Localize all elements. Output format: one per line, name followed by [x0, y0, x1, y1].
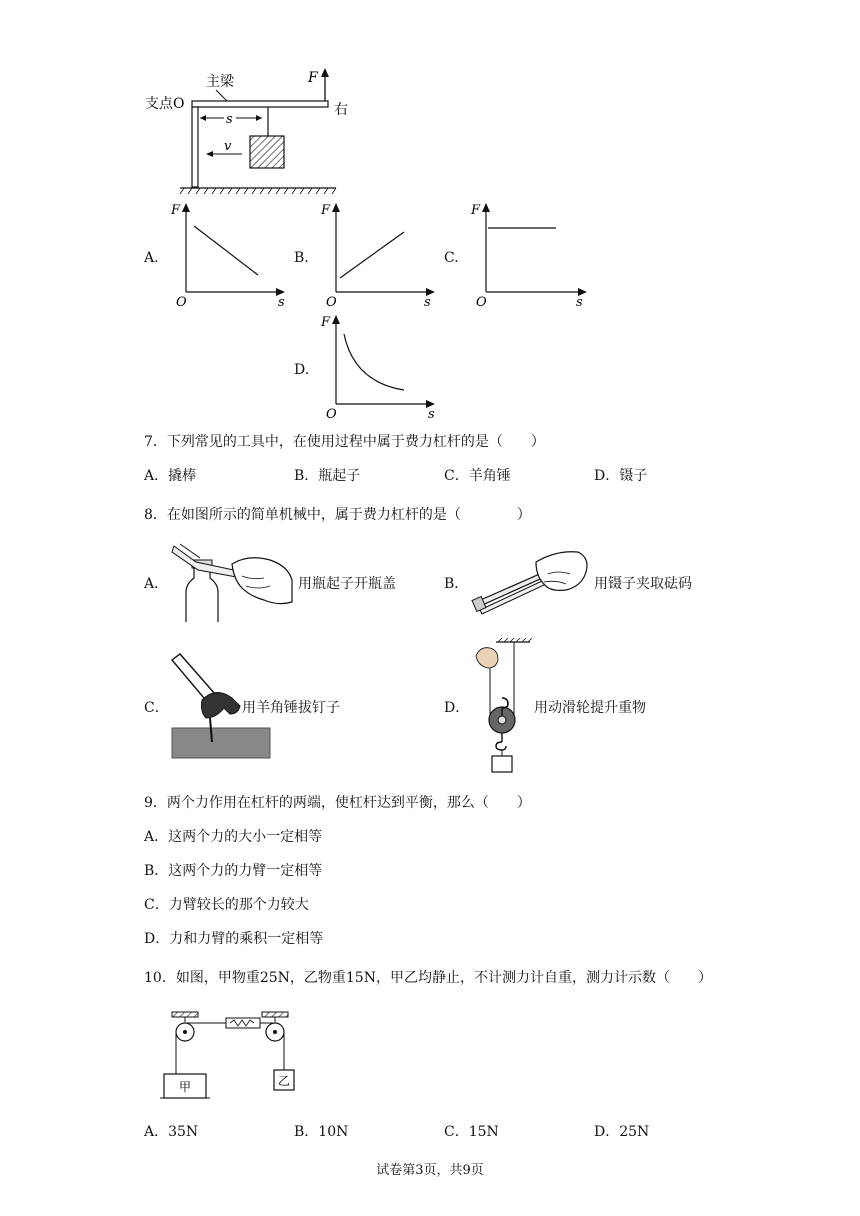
- graph-c[interactable]: [468, 200, 593, 310]
- option-d-letter[interactable]: D.: [294, 362, 310, 378]
- distance-label: s: [226, 112, 233, 127]
- q9-option-c[interactable]: C．力臂较长的那个力较大: [144, 897, 309, 913]
- origin-label: O: [326, 407, 337, 422]
- q8-option-d-letter[interactable]: D．: [444, 700, 470, 716]
- x-axis-label: s: [576, 295, 583, 310]
- tweezers-illustration: [466, 544, 590, 616]
- inverse-curve: [344, 334, 404, 390]
- force-label: F: [308, 70, 318, 86]
- option-c-letter[interactable]: C.: [444, 250, 459, 266]
- q7-stem: 7．下列常见的工具中，在使用过程中属于费力杠杆的是（ ）: [144, 434, 545, 450]
- fulcrum-label: 支点O: [145, 96, 185, 112]
- q9-option-a[interactable]: A．这两个力的大小一定相等: [144, 829, 323, 845]
- q8-option-b-letter[interactable]: B．: [444, 576, 469, 592]
- q9-option-d[interactable]: D．力和力臂的乘积一定相等: [144, 931, 324, 947]
- decreasing-line: [194, 226, 258, 275]
- yi-label: 乙: [277, 1074, 291, 1088]
- q7-option-b[interactable]: B．瓶起子: [294, 468, 361, 484]
- y-axis-label: F: [321, 203, 331, 218]
- x-axis-label: s: [278, 295, 285, 310]
- origin-label: O: [476, 295, 487, 310]
- q8-option-b-caption: 用镊子夹取砝码: [594, 576, 692, 592]
- q8-stem: 8．在如图所示的简单机械中，属于费力杠杆的是（ ）: [144, 507, 531, 523]
- movable-pulley-illustration: [466, 638, 536, 774]
- q9-stem: 9．两个力作用在杠杆的两端，使杠杆达到平衡，那么（ ）: [144, 795, 531, 811]
- q10-option-c[interactable]: C．15N: [444, 1124, 499, 1140]
- option-b-letter[interactable]: B.: [294, 250, 309, 266]
- page-footer: 试卷第3页，共9页: [376, 1163, 484, 1178]
- hanging-block: [250, 136, 284, 168]
- q8-option-a-letter[interactable]: A．: [144, 576, 169, 592]
- increasing-line: [340, 232, 404, 278]
- right-label: 右: [334, 102, 348, 118]
- q10-stem: 10．如图，甲物重25N，乙物重15N，甲乙均静止，不计测力计自重，测力计示数（ ）: [144, 970, 712, 986]
- beam-diagram: [140, 66, 360, 198]
- jia-label: 甲: [178, 1080, 192, 1094]
- q8-option-c-caption: 用羊角锤拔钉子: [242, 700, 340, 716]
- q8-option-d-caption: 用动滑轮提升重物: [534, 700, 646, 716]
- q10-option-a[interactable]: A．35N: [144, 1124, 199, 1140]
- q7-option-a[interactable]: A．撬棒: [144, 468, 197, 484]
- q8-option-c-letter[interactable]: C．: [144, 700, 169, 716]
- q7-option-c[interactable]: C．羊角锤: [444, 468, 511, 484]
- x-axis-label: s: [424, 295, 431, 310]
- pulley-scale-diagram: [160, 1008, 300, 1100]
- origin-label: O: [176, 295, 187, 310]
- x-axis-label: s: [428, 407, 435, 422]
- graph-d[interactable]: [318, 312, 438, 422]
- q7-option-d[interactable]: D．镊子: [594, 468, 648, 484]
- beam-label: 主梁: [206, 74, 234, 90]
- bottle-opener-illustration: [166, 540, 296, 622]
- origin-label: O: [326, 295, 337, 310]
- y-axis-label: F: [471, 203, 481, 218]
- y-axis-label: F: [171, 203, 181, 218]
- graph-a[interactable]: [168, 200, 288, 310]
- y-axis-label: F: [321, 315, 331, 330]
- q9-option-b[interactable]: B．这两个力的力臂一定相等: [144, 863, 323, 879]
- graph-b[interactable]: [318, 200, 438, 310]
- q8-option-a-caption: 用瓶起子开瓶盖: [298, 576, 396, 592]
- q10-option-d[interactable]: D．25N: [594, 1124, 650, 1140]
- velocity-label: v: [224, 139, 232, 154]
- q10-option-b[interactable]: B．10N: [294, 1124, 349, 1140]
- option-a-letter[interactable]: A.: [144, 250, 159, 266]
